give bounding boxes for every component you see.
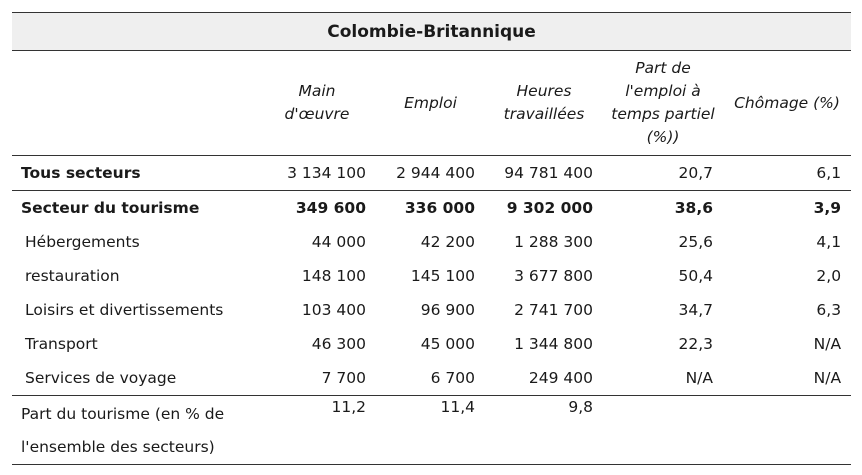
cell-value: 145 100 — [410, 267, 475, 285]
cell-value: 1 288 300 — [514, 233, 593, 251]
cell-value: 349 600 — [295, 199, 366, 217]
header-label — [12, 51, 252, 156]
cell-value — [723, 396, 851, 465]
cell-value: 94 781 400 — [485, 156, 603, 191]
cell-value: 148 100 — [301, 267, 366, 285]
cell-value — [603, 396, 723, 465]
cell-value: 3 677 800 — [514, 267, 593, 285]
cell-value: 2 741 700 — [514, 301, 593, 319]
title-row — [12, 13, 851, 51]
cell-value: 20,7 — [603, 156, 723, 191]
table-row — [12, 156, 851, 191]
cell-value: 6,1 — [723, 156, 851, 191]
cell-value: 25,6 — [678, 233, 713, 251]
table-row — [12, 259, 851, 293]
header-heures: Heures travaillées — [485, 51, 603, 156]
cell-value: N/A — [685, 369, 713, 387]
cell-value: 336 000 — [404, 199, 475, 217]
cell-value: 103 400 — [301, 301, 366, 319]
cell-value: 1 344 800 — [514, 335, 593, 353]
table-row — [12, 396, 851, 465]
row-label: Services de voyage — [25, 369, 177, 387]
cell-value: 22,3 — [678, 335, 713, 353]
table-container — [12, 12, 851, 465]
table-row — [12, 327, 851, 361]
row-label: Tous secteurs — [12, 156, 252, 191]
row-label: Part du tourisme (en % de l'ensemble des secteurs) — [12, 396, 252, 465]
cell-value: 9,8 — [485, 396, 603, 465]
cell-value: 2 944 400 — [376, 156, 485, 191]
cell-value: 42 200 — [420, 233, 475, 251]
table-row — [12, 191, 851, 226]
table-row — [12, 293, 851, 327]
cell-value: 11,2 — [252, 396, 376, 465]
cell-value: 50,4 — [678, 267, 713, 285]
cell-value: 46 300 — [311, 335, 366, 353]
row-label: Secteur du tourisme — [21, 199, 200, 217]
row-label: Loisirs et divertissements — [25, 301, 224, 319]
cell-value: 45 000 — [420, 335, 475, 353]
cell-value: 249 400 — [528, 369, 593, 387]
cell-value: 44 000 — [311, 233, 366, 251]
cell-value: 9 302 000 — [506, 199, 593, 217]
cell-value: N/A — [813, 335, 842, 353]
cell-value: 34,7 — [678, 301, 713, 319]
table-row — [12, 225, 851, 259]
header-emploi: Emploi — [376, 51, 485, 156]
cell-value: 7 700 — [321, 369, 366, 387]
cell-value: 3,9 — [813, 199, 842, 217]
header-row — [12, 51, 851, 156]
header-part-temps-partiel: Part de l'emploi à temps partiel (%)) — [603, 51, 723, 156]
cell-value: 2,0 — [816, 267, 842, 285]
row-label: Hébergements — [25, 233, 140, 251]
cell-value: N/A — [813, 369, 842, 387]
cell-value: 96 900 — [420, 301, 475, 319]
row-label: restauration — [25, 267, 120, 285]
tourism-employment-table — [12, 12, 851, 465]
row-label: Transport — [25, 335, 98, 353]
cell-value: 3 134 100 — [252, 156, 376, 191]
cell-value: 38,6 — [674, 199, 713, 217]
cell-value: 6 700 — [430, 369, 475, 387]
cell-value: 4,1 — [816, 233, 842, 251]
cell-value: 6,3 — [816, 301, 842, 319]
table-row — [12, 361, 851, 396]
header-main-doeuvre: Main d'œuvre — [252, 51, 376, 156]
header-chomage: Chômage (%) — [723, 51, 851, 156]
table-title: Colombie-Britannique — [12, 13, 851, 51]
cell-value: 11,4 — [376, 396, 485, 465]
